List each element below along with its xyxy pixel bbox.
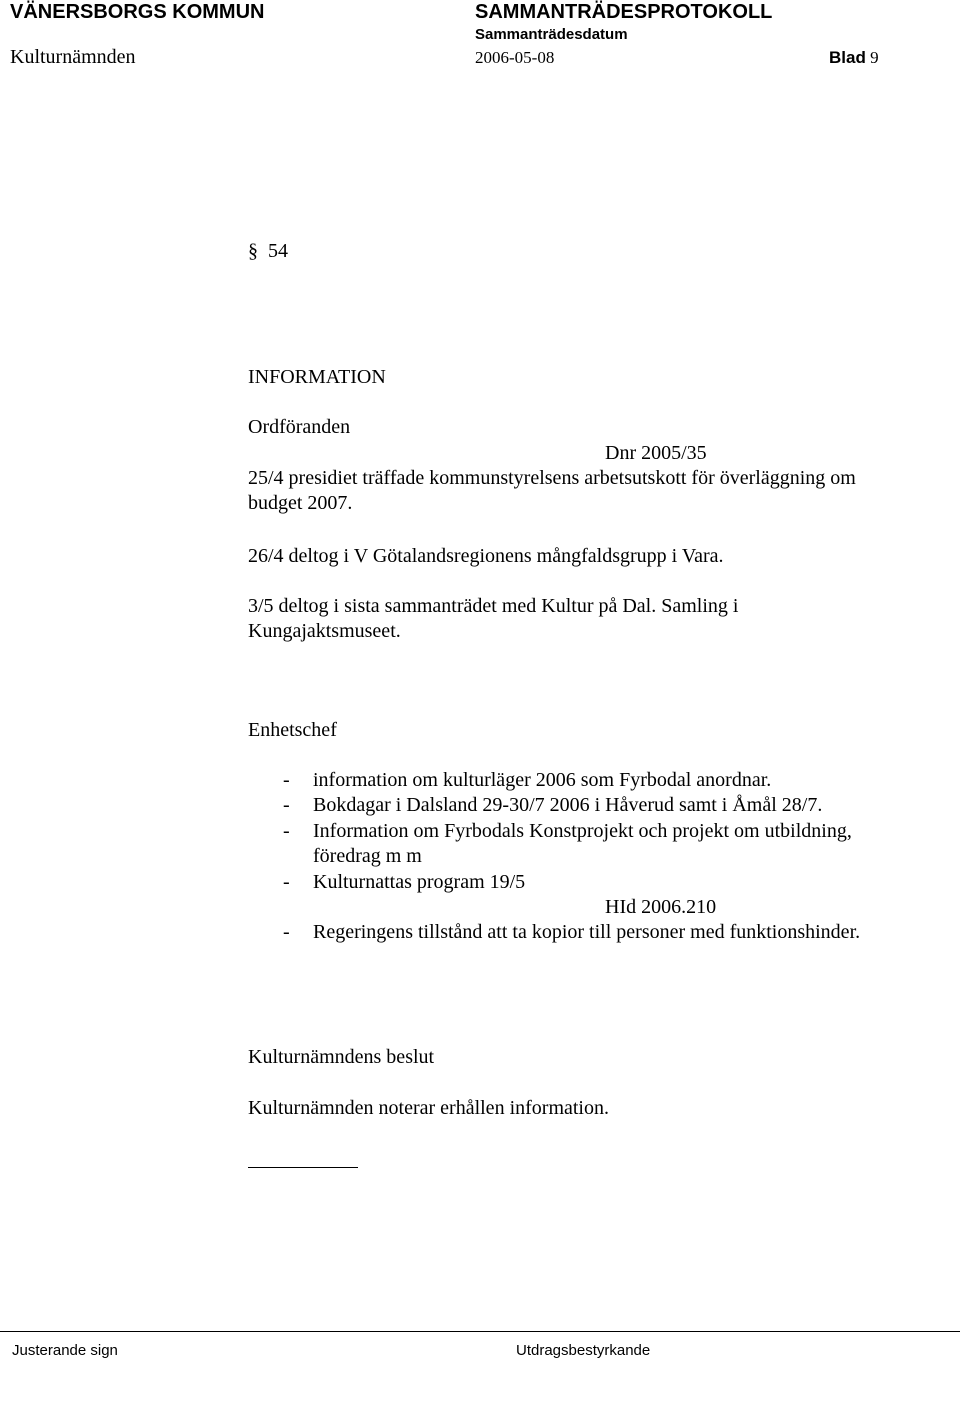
footer-justerande-sign: Justerande sign <box>12 1342 118 1359</box>
list-bullet: - <box>283 820 290 842</box>
list-bullet: - <box>283 769 290 791</box>
decision-heading: Kulturnämndens beslut <box>248 1046 435 1068</box>
chair-line-5: Kungajaktsmuseet. <box>248 620 401 642</box>
chair-line-4: 3/5 deltog i sista sammanträdet med Kultur på Dal. Samling i <box>248 595 739 617</box>
list-item-reference: HId 2006.210 <box>605 896 717 918</box>
list-bullet: - <box>283 871 290 893</box>
chair-line-2: budget 2007. <box>248 492 353 514</box>
paragraph-mark: § <box>248 240 258 262</box>
chair-line-3: 26/4 deltog i V Götalandsregionens mångfaldsgrupp i Vara. <box>248 545 724 567</box>
paragraph-number <box>248 240 288 263</box>
footer-utdragsbestyrkande: Utdragsbestyrkande <box>516 1342 651 1359</box>
meeting-date: 2006-05-08 <box>475 48 555 67</box>
paragraph-value: 54 <box>268 240 288 262</box>
document-type: SAMMANTRÄDESPROTOKOLL <box>475 1 773 23</box>
list-bullet: - <box>283 794 290 816</box>
sheet-label: Blad <box>829 48 866 67</box>
section-title: INFORMATION <box>248 366 386 388</box>
list-item: Bokdagar i Dalsland 29-30/7 2006 i Håverud samt i Åmål 28/7. <box>313 794 823 816</box>
signature-line <box>248 1167 358 1168</box>
list-item: Regeringens tillstånd att ta kopior till personer med funktionshinder. <box>313 921 861 943</box>
organization-name: VÄNERSBORGS KOMMUN <box>10 1 265 23</box>
sheet-number <box>829 48 879 68</box>
list-bullet: - <box>283 921 290 943</box>
list-item: Information om Fyrbodals Konstprojekt och projekt om utbildning, <box>313 820 852 842</box>
chair-line-1: 25/4 presidiet träffade kommunstyrelsens arbetsutskott för överläggning om <box>248 467 856 489</box>
list-item-continuation: föredrag m m <box>313 845 422 867</box>
board-name: Kulturnämnden <box>10 46 136 68</box>
chair-dnr: Dnr 2005/35 <box>605 442 707 464</box>
list-item: information om kulturläger 2006 som Fyrbodal anordnar. <box>313 769 772 791</box>
list-item: Kulturnattas program 19/5 <box>313 871 526 893</box>
date-label: Sammanträdesdatum <box>475 26 628 43</box>
sheet-value: 9 <box>870 48 879 67</box>
chair-heading: Ordföranden <box>248 416 351 438</box>
unit-head-heading: Enhetschef <box>248 719 337 741</box>
footer-divider <box>0 1331 960 1332</box>
decision-text: Kulturnämnden noterar erhållen information. <box>248 1097 609 1119</box>
